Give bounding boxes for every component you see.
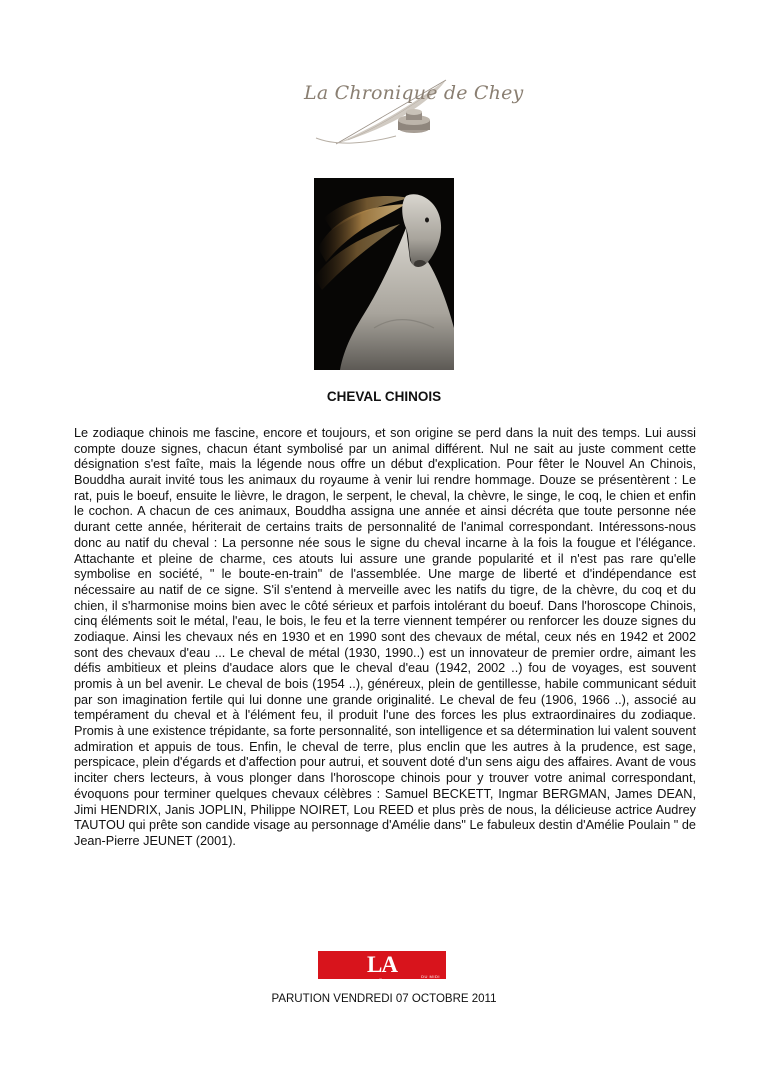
horse-icon — [314, 178, 454, 370]
publication-date: PARUTION VENDREDI 07 OCTOBRE 2011 — [271, 993, 497, 1005]
horse-photo — [314, 178, 454, 370]
publisher-subtitle: DU MIDI — [421, 974, 440, 979]
la-depeche-logo — [318, 951, 446, 979]
publisher-name: LA — [367, 952, 397, 977]
article-title: CHEVAL CHINOIS — [326, 389, 442, 404]
chronique-logo — [296, 70, 524, 152]
logo-text: La Chronique de Chey — [304, 82, 524, 104]
article-body: Le zodiaque chinois me fascine, encore et toujours, et son origine se perd dans la nuit des temps. Lui aussi compte douze signes, chacun étant symbolisé par un animal différent. Nul ne sait au juste comment cette désignation s'est faîte, mais la légende nous offre un début d'explication. Pour fêter le Nouvel An Chinois, Bouddha aurait invité tous les animaux du royaume à venir lui rendre hommage. Douze se présentèrent : Le rat, puis le boeuf, ensuite le lièvre, le dragon, le serpent, le cheval, la chèvre, le singe, le coq, le chien et enfin le cochon. A chacun de ces animaux, Bouddha assigna une année et ainsi décréta que toute personne née durant cette année, hériterait de certains traits de personnalité de l'animal correspondant. Intéressons-nous donc au natif du cheval : La personne née sous le signe du cheval incarne à la fois la fougue et l'élégance. Attachante et pleine de charme, ces atouts lui assure une grande popularité et il n'est pas rare qu'elle symbolise en société, " le boute-en-train" de l'assemblée. Une marge de liberté et d'indépendance est nécessaire au natif de ce signe. S'il s'entend à merveille avec les natifs du tigre, de la chèvre, du coq et du chien, il s'harmonise moins bien avec le côté sérieux et parfois intolérant du boeuf. Dans l'horoscope Chinois, cinq éléments soit le métal, l'eau, le bois, le feu et la terre viennent tempérer ou renforcer les douze signes du zodiaque. Ainsi les chevaux nés en 1930 et en 1990 sont des chevaux de métal, ceux nés en 1942 et 2002 sont des chevaux d'eau ... Le cheval de métal (1930, 1990..) est un innovateur de premier ordre, aimant les défis ambitieux et pleins d'audace alors que le cheval d'eau (1942, 2002 ..) fou de voyages, est souvent promis à un bel avenir. Le cheval de bois (1954 ..), généreux, plein de gentillesse, habile communicant séduit par son imagination fertile qui lui donne une grande originalité. Le cheval de feu (1906, 1966 ..), associé au tempérament du cheval et à l'élément feu, il produit l'une des forces les plus extraordinaires du zodiaque. Promis à une existence trépidante, sa forte personnalité, son intelligence et sa détermination lui valent souvent admiration et appuis de tous. Enfin, le cheval de terre, plus enclin que les autres à la prudence, est sage, perspicace, plein d'égards et d'affection pour autrui, et souvent doté d'un sens aigu des affaires. Avant de vous inciter chers lecteurs, à vous plonger dans l'horoscope chinois pour y trouver votre animal correspondant, évoquons pour terminer quelques chevaux célèbres : Samuel BECKETT, Ingmar BERGMAN, James DEAN, Jimi HENDRIX, Janis JOPLIN, Philippe NOIRET, Lou REED et plus près de nous, la délicieuse actrice Audrey TAUTOU qui prête son candide visage au personnage d'Amélie dans" Le fabuleux destin d'Amélie Poulain " de Jean-Pierre JEUNET (2001). — [74, 426, 696, 848]
